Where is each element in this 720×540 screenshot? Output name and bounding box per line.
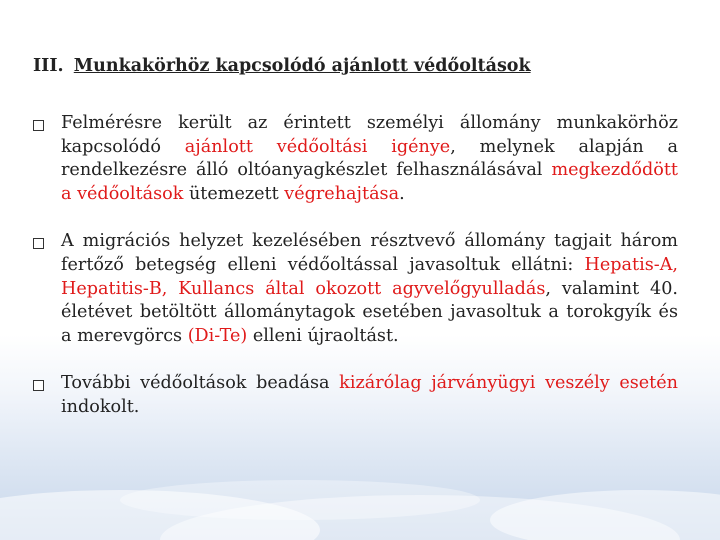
highlight-segment: végrehajtása bbox=[284, 183, 400, 204]
bullet-text-3 bbox=[61, 372, 678, 419]
text-segment: . bbox=[399, 183, 405, 204]
text-segment: , valamint 40. életévet betöltött állománytagok esetében javasoltuk a torokgyík és a merevgörcs bbox=[61, 278, 679, 346]
text-segment: indokolt. bbox=[61, 396, 140, 417]
bullet-item-3 bbox=[33, 372, 678, 419]
bullet-text-2 bbox=[61, 230, 678, 348]
highlight-segment: megkezdődött a védőoltások bbox=[61, 160, 678, 204]
text-segment: elleni újraoltást. bbox=[247, 325, 399, 346]
bullet-text-1 bbox=[61, 112, 678, 206]
highlight-segment: kizárólag járványügyi veszély esetén bbox=[339, 373, 678, 394]
text-segment: A migrációs helyzet kezelésében résztvevő állomány tagjait három fertőző betegség elleni védőoltással javasoltuk ellátni: bbox=[61, 231, 678, 275]
square-bullet-icon bbox=[33, 238, 44, 249]
section-number: III. bbox=[33, 56, 64, 76]
text-segment: További védőoltások beadása bbox=[61, 373, 340, 394]
section-heading bbox=[33, 56, 531, 76]
text-segment: ütemezett bbox=[183, 183, 285, 204]
text-segment: , melynek alapján a rendelkezésre álló oltóanyagkészlet felhasználásával bbox=[61, 136, 678, 181]
highlight-segment: (Di-Te) bbox=[187, 325, 248, 346]
bullet-list bbox=[33, 112, 678, 444]
square-bullet-icon bbox=[33, 120, 44, 131]
highlight-segment: ajánlott védőoltási igénye bbox=[184, 136, 451, 157]
bullet-item-2 bbox=[33, 230, 678, 348]
bullet-item-1 bbox=[33, 112, 678, 206]
text-segment: Felmérésre került az érintett személyi állomány munkakörhöz kapcsolódó bbox=[61, 113, 678, 157]
square-bullet-icon bbox=[33, 380, 44, 391]
highlight-segment: Hepatis-A, Hepatitis-B, Kullancs által okozott agyvelőgyulladás bbox=[61, 254, 678, 299]
section-title: Munkakörhöz kapcsolódó ajánlott védőoltások bbox=[73, 56, 531, 76]
